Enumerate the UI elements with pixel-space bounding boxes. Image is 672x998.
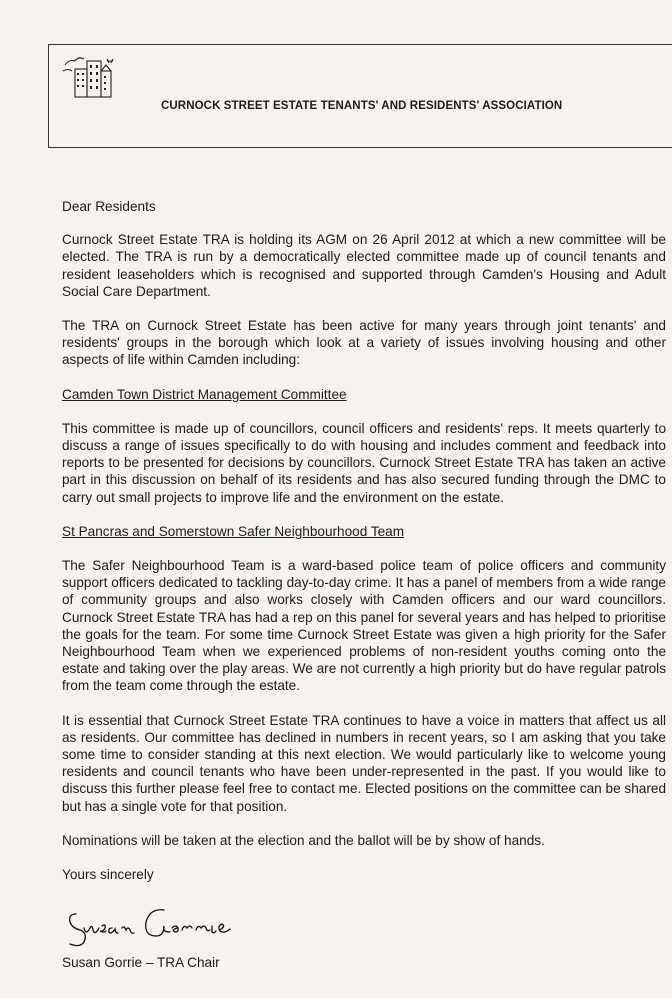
activity-paragraph: The TRA on Curnock Street Estate has been active for many years through joint tenants' and residents' groups in the borough which look at a variety of issues involving housing and other aspects of life within Camden including: xyxy=(62,318,666,368)
letter-body xyxy=(62,198,666,972)
section-heading-dmc: Camden Town District Management Committee xyxy=(62,386,347,402)
section-heading-snt: St Pancras and Somerstown Safer Neighbourhood Team xyxy=(62,523,405,539)
intro-paragraph: Curnock Street Estate TRA is holding its AGM on 26 April 2012 at which a new committee will be elected. The TRA is run by a democratically elected committee made up of council tenants and resident leaseholders which is recognised and supported through Camden's Housing and Adult Social Care Department. xyxy=(62,232,666,299)
handwritten-signature xyxy=(62,900,262,948)
appeal-paragraph: It is essential that Curnock Street Estate TRA continues to have a voice in matters that affect us all as residents. Our committee has declined in numbers in recent years, so I am asking that you take some time to consider standing at this next election. We would particularly like to welcome young residents and council tenants who have been under-represented in the past. If you would like to discuss this further please feel free to contact me. Elected positions on the committee can be shared but has a single vote for that position. xyxy=(62,712,666,814)
closing: Yours sincerely xyxy=(62,867,154,883)
section-text-dmc: This committee is made up of councillors, council officers and residents' reps. It meets quarterly to discuss a range of issues specifically to do with housing and includes comment and feedback into reports to be presented for decisions by councillors. Curnock Street Estate TRA has taken an active part in this discussion on behalf of its residents and has also secured funding through the DMC to carry out small projects to improve life and the environment on the estate. xyxy=(62,420,666,505)
signer-name: Susan Gorrie – TRA Chair xyxy=(62,955,220,971)
organisation-title: CURNOCK STREET ESTATE TENANTS' AND RESIDENTS' ASSOCIATION xyxy=(161,100,563,112)
building-icon xyxy=(61,51,121,101)
section-text-snt: The Safer Neighbourhood Team is a ward-based police team of police officers and community support officers dedicated to tackling day-to-day crime. It has a panel of members from a wide range of community groups and also works closely with Camden officers and our ward councillors. Curnock Street Estate TRA has had a rep on this panel for several years and has helped to prioritise the goals for the team. For some time Curnock Street Estate was given a high priority for the Safer Neighbourhood Team when we experienced problems of non-resident youths coming onto the estate and taking over the play areas. We are not currently a high priority but do have regular patrols from the team come through the estate. xyxy=(62,558,666,694)
nominations-paragraph: Nominations will be taken at the election and the ballot will be by show of hands. xyxy=(62,832,545,848)
letterhead xyxy=(48,44,672,148)
salutation: Dear Residents xyxy=(62,199,156,214)
